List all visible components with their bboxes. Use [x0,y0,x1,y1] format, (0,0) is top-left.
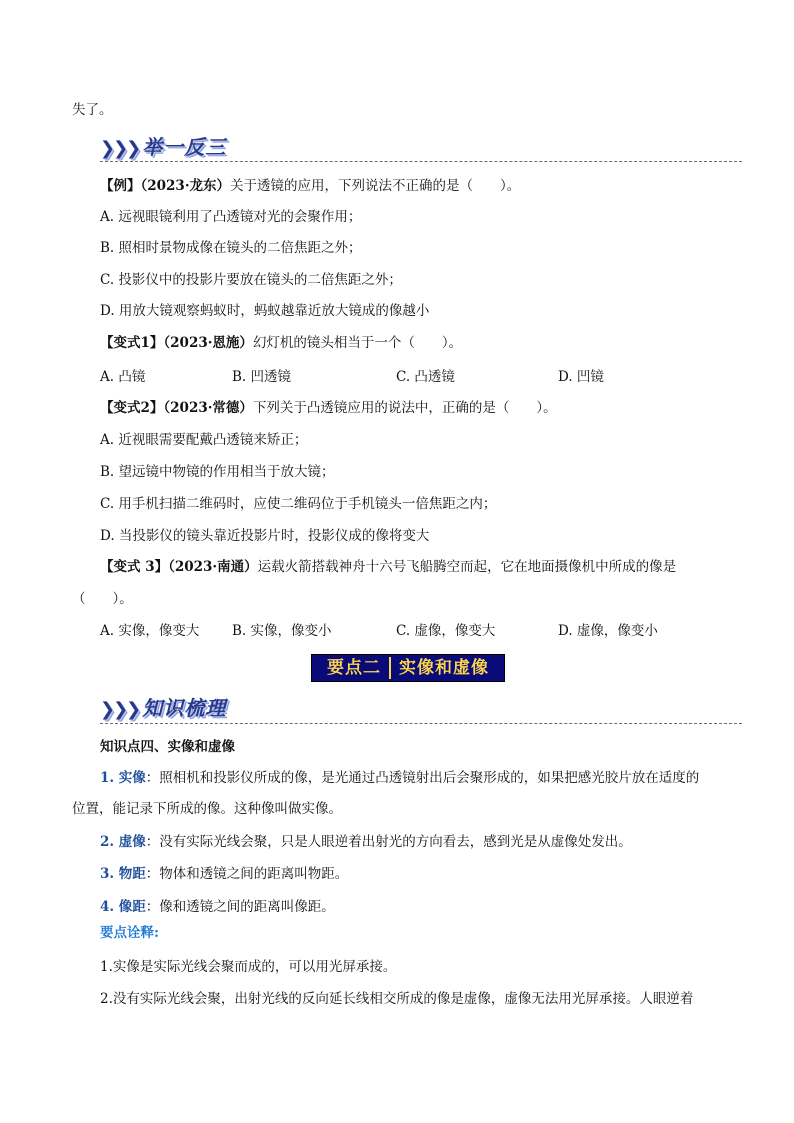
variant3-options [100,621,660,641]
example-option-c: C. 投影仪中的投影片要放在镜头的二倍焦距之外； [100,272,402,288]
section-tag-practice: ❯❯❯ 举一反三 [100,135,227,159]
notes-heading: 要点诠释: [100,925,159,941]
variant3-question: 【变式 3】（2023·南通）运载火箭搭载神舟十六号飞船腾空而起，它在地面摄像机中所成的像是 [100,559,677,575]
triple-arrow-icon: ❯❯❯ [100,138,140,159]
triple-arrow-icon: ❯❯❯ [100,699,140,720]
example-option-b: B. 照相时景物成像在镜头的二倍焦距之外； [100,240,362,256]
section-tag-knowledge: ❯❯❯ 知识梳理 [100,696,227,720]
variant1-option-a: A. 凸镜 [100,369,146,385]
definition-real-image-cont: 位置，能记录下所成的像。这种像叫做实像。 [72,801,342,817]
variant3-option-c: C. 虚像，像变大 [396,623,496,639]
variant1-option-d: D. 凹镜 [558,369,604,385]
variant3-option-d: D. 虚像，像变小 [558,623,658,639]
variant3-option-b: B. 实像，像变小 [232,623,332,639]
definition-real-image: 1. 实像：照相机和投影仪所成的像，是光通过凸透镜射出后会聚形成的，如果把感光胶片放在适度的 [100,770,700,786]
variant2-option-c: C. 用手机扫描二维码时，应使二维码位于手机镜头一倍焦距之内； [100,496,497,512]
note-item-1: 1.实像是实际光线会聚而成的，可以用光屏承接。 [100,959,397,975]
variant1-question: 【变式1】（2023·恩施）幻灯机的镜头相当于一个（ ）。 [100,335,463,351]
section-title-banner: 要点二 实像和虚像 [311,654,505,682]
definition-virtual-image: 2. 虚像：没有实际光线会聚，只是人眼逆着出射光的方向看去，感到光是从虚像处发出。 [100,834,632,850]
variant1-option-c: C. 凸透镜 [396,369,455,385]
variant2-option-b: B. 望远镜中物镜的作用相当于放大镜； [100,464,335,480]
definition-object-distance: 3. 物距：物体和透镜之间的距离叫物距。 [100,866,349,882]
dashed-divider [100,723,742,724]
variant1-option-b: B. 凹透镜 [232,369,292,385]
variant2-option-a: A. 近视眼需要配戴凸透镜来矫正； [100,432,308,448]
continued-text: 失了。 [72,102,113,118]
variant2-question: 【变式2】（2023·常德）下列关于凸透镜应用的说法中，正确的是（ ）。 [100,400,557,416]
example-option-d: D. 用放大镜观察蚂蚁时，蚂蚁越靠近放大镜成的像越小 [100,303,430,319]
dashed-divider [100,161,742,162]
title-separator [389,657,391,679]
variant2-option-d: D. 当投影仪的镜头靠近投影片时，投影仪成的像将变大 [100,528,430,544]
knowledge-point-heading: 知识点四、实像和虚像 [100,739,235,755]
variant3-question-cont: （ ）。 [72,591,133,607]
example-option-a: A. 远视眼镜利用了凸透镜对光的会聚作用； [100,209,362,225]
note-item-2: 2.没有实际光线会聚，出射光线的反向延长线相交所成的像是虚像，虚像无法用光屏承接。人眼逆着 [100,991,694,1007]
definition-image-distance: 4. 像距：像和透镜之间的距离叫像距。 [100,899,335,915]
example-question: 【例】（2023·龙东）关于透镜的应用，下列说法不正确的是（ ）。 [100,178,521,194]
variant1-options [100,367,660,387]
variant3-option-a: A. 实像，像变大 [100,623,200,639]
